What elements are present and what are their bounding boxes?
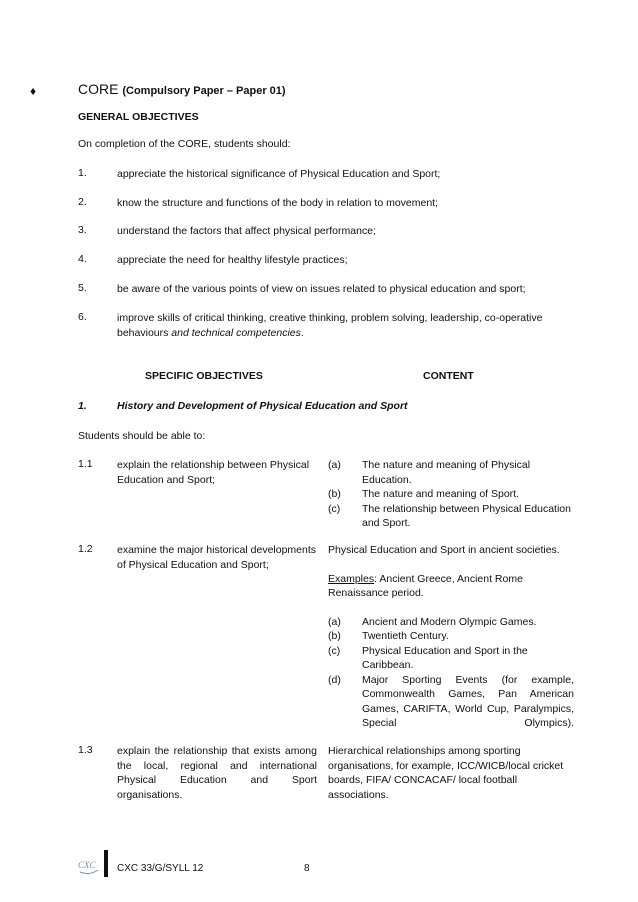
content-item-label: (c) xyxy=(328,644,341,657)
specific-objective-text: explain the relationship between Physical Education and Sport; xyxy=(117,459,310,486)
objective-row-number: 1.2 xyxy=(78,543,93,555)
objective-number: 6. xyxy=(78,311,87,323)
footer-document-code: CXC 33/G/SYLL 12 xyxy=(117,863,204,874)
content-item-label: (d) xyxy=(328,673,341,686)
content-list-item xyxy=(328,502,574,531)
objective-number: 1. xyxy=(78,167,87,179)
content-list-item xyxy=(328,487,574,502)
cxc-logo-text: CXC xyxy=(78,860,96,870)
content-item-text: The nature and meaning of Physical Education. xyxy=(362,459,531,486)
examples-text: : Ancient Greece, Ancient Rome Renaissance period. xyxy=(328,572,523,599)
content-list-item xyxy=(328,673,574,731)
content-item-label: (a) xyxy=(328,615,341,628)
column-header-specific-objectives: SPECIFIC OBJECTIVES xyxy=(145,370,263,382)
footer-divider xyxy=(104,850,108,877)
content-list xyxy=(328,458,574,531)
general-objectives-heading: GENERAL OBJECTIVES xyxy=(78,111,199,123)
students-intro: Students should be able to: xyxy=(78,430,206,442)
content-list-item xyxy=(328,615,574,630)
content-list-item xyxy=(328,644,574,673)
content-item-text: Twentieth Century. xyxy=(362,630,449,642)
content-item-text: The relationship between Physical Education and Sport. xyxy=(362,502,571,529)
content-item-text: The nature and meaning of Sport. xyxy=(362,488,520,500)
content-cell xyxy=(328,458,574,531)
column-header-content: CONTENT xyxy=(423,370,474,382)
objective-text-main: improve skills of critical thinking, creative thinking, problem solving, leadership, co-operative behaviours xyxy=(117,312,543,339)
objective-text: appreciate the historical significance of Physical Education and Sport; xyxy=(117,168,441,180)
objective-number: 4. xyxy=(78,253,87,265)
specific-objective-text: explain the relationship that exists among the local, regional and international Physical Education and Sport organisations. xyxy=(117,745,317,801)
objective-text: appreciate the need for healthy lifestyle practices; xyxy=(117,254,348,266)
objective-row-number: 1.3 xyxy=(78,744,93,756)
content-cell xyxy=(328,543,574,731)
content-examples xyxy=(328,572,574,601)
subsection-number: 1. xyxy=(78,400,87,412)
content-item-label: (a) xyxy=(328,459,341,471)
bullet-diamond-icon: ♦ xyxy=(30,84,37,98)
objective-number: 5. xyxy=(78,282,87,294)
content-item-text: Physical Education and Sport in the Caribbean. xyxy=(362,644,528,671)
objective-number: 2. xyxy=(78,196,87,208)
objective-number: 3. xyxy=(78,224,87,236)
cxc-logo-icon xyxy=(78,858,100,876)
subsection-title-text: History and Development of Physical Education and Sport xyxy=(117,400,408,412)
content-item-text: Ancient and Modern Olympic Games. xyxy=(362,615,537,628)
content-list-item xyxy=(328,629,574,644)
objective-text: understand the factors that affect physical performance; xyxy=(117,225,376,237)
objective-text-end: . xyxy=(300,327,304,339)
general-objectives-intro: On completion of the CORE, students should: xyxy=(78,138,291,150)
content-item-label: (c) xyxy=(328,502,341,515)
content-item-label: (b) xyxy=(328,630,341,642)
specific-objective-text: examine the major historical developments of Physical Education and Sport; xyxy=(117,544,317,571)
objective-text-italic: and technical competencies xyxy=(171,327,301,339)
content-item-text: Major Sporting Events (for example, Commonwealth Games, Pan American Games, CARIFTA, World Cup, Paralympics, Special Olympics). xyxy=(362,673,574,729)
content-item-label: (b) xyxy=(328,488,341,500)
objective-row-number: 1.1 xyxy=(78,458,93,470)
objective-text: be aware of the various points of view on issues related to physical education and sport; xyxy=(117,283,526,295)
footer-page-number: 8 xyxy=(304,863,310,874)
subsection-title xyxy=(78,400,408,412)
content-list-item xyxy=(328,458,574,487)
objective-text xyxy=(117,311,587,341)
objective-text: know the structure and functions of the body in relation to movement; xyxy=(117,197,439,209)
section-subtitle: (Compulsory Paper – Paper 01) xyxy=(122,85,286,97)
content-cell: Hierarchical relationships among sporting organisations, for example, ICC/WICB/local cricket boards, FIFA/ CONCACAF/ local football associations. xyxy=(328,745,564,801)
content-intro: Physical Education and Sport in ancient societies. xyxy=(328,544,560,556)
content-list xyxy=(328,615,574,731)
examples-label: Examples xyxy=(328,572,375,585)
section-title-core: CORE xyxy=(78,81,119,97)
section-title xyxy=(78,81,286,97)
